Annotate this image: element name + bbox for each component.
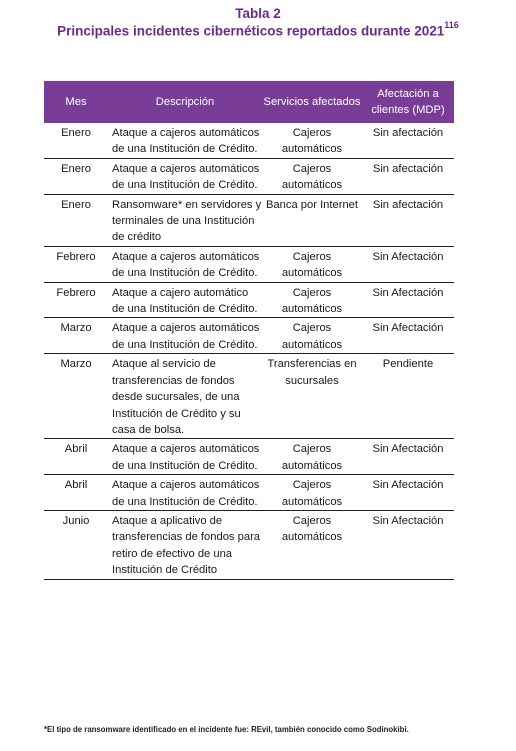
header-mes: Mes <box>44 81 108 123</box>
table-row <box>44 194 454 246</box>
cell-descripcion: Ataque a aplicativo de transferencias de fondos para retiro de efectivo de una Institución de Crédito <box>108 510 262 579</box>
cell-afectacion: Sin Afectación <box>362 318 454 354</box>
cell-descripcion: Ataque a cajeros automáticos de una Institución de Crédito. <box>108 158 262 194</box>
cell-afectacion: Sin Afectación <box>362 282 454 318</box>
table-title: Tabla 2 <box>235 6 281 21</box>
cell-mes: Abril <box>44 475 108 511</box>
cell-servicios: Cajeros automáticos <box>262 158 362 194</box>
cell-afectacion: Sin Afectación <box>362 475 454 511</box>
cell-afectacion: Sin Afectación <box>362 246 454 282</box>
cell-afectacion: Sin afectación <box>362 194 454 246</box>
table-row <box>44 510 454 579</box>
cell-servicios: Cajeros automáticos <box>262 123 362 158</box>
cell-afectacion: Sin afectación <box>362 123 454 158</box>
table-row <box>44 439 454 475</box>
cell-servicios: Cajeros automáticos <box>262 475 362 511</box>
cell-mes: Enero <box>44 158 108 194</box>
cell-servicios: Transferencias en sucursales <box>262 354 362 439</box>
cell-descripcion: Ataque a cajeros automáticos de una Institución de Crédito. <box>108 475 262 511</box>
table-row <box>44 158 454 194</box>
cell-descripcion: Ransomware* en servidores y terminales de una Institución de crédito <box>108 194 262 246</box>
cell-mes: Enero <box>44 194 108 246</box>
cell-afectacion: Sin afectación <box>362 158 454 194</box>
cell-mes: Marzo <box>44 318 108 354</box>
table-row <box>44 123 454 158</box>
cell-mes: Enero <box>44 123 108 158</box>
cell-mes: Febrero <box>44 282 108 318</box>
cell-descripcion: Ataque a cajeros automáticos de una Institución de Crédito. <box>108 246 262 282</box>
table-row <box>44 282 454 318</box>
table-row <box>44 318 454 354</box>
cell-servicios: Cajeros automáticos <box>262 318 362 354</box>
cell-afectacion: Sin Afectación <box>362 439 454 475</box>
cell-servicios: Cajeros automáticos <box>262 439 362 475</box>
subtitle-text: Principales incidentes cibernéticos reportados durante 2021 <box>57 23 445 39</box>
cell-descripcion: Ataque al servicio de transferencias de fondos desde sucursales, de una Institución de Crédito y su casa de bolsa. <box>108 354 262 439</box>
table-row <box>44 246 454 282</box>
footnote: *El tipo de ransomware identificado en el incidente fue: REvil, también conocido como Sodinokibi. <box>44 725 409 734</box>
cell-mes: Abril <box>44 439 108 475</box>
cell-afectacion: Sin Afectación <box>362 510 454 579</box>
incidents-table <box>44 81 454 580</box>
table-row <box>44 475 454 511</box>
table-subtitle <box>0 22 516 39</box>
header-afectacion: Afectación a clientes (MDP) <box>362 81 454 123</box>
cell-descripcion: Ataque a cajeros automáticos de una Institución de Crédito. <box>108 123 262 158</box>
header-descripcion: Descripción <box>108 81 262 123</box>
cell-servicios: Cajeros automáticos <box>262 282 362 318</box>
cell-servicios: Cajeros automáticos <box>262 510 362 579</box>
cell-descripcion: Ataque a cajero automático de una Institución de Crédito. <box>108 282 262 318</box>
table-header-row <box>44 81 454 123</box>
cell-descripcion: Ataque a cajeros automáticos de una Institución de Crédito. <box>108 318 262 354</box>
cell-servicios: Banca por Internet <box>262 194 362 246</box>
cell-mes: Marzo <box>44 354 108 439</box>
header-servicios: Servicios afectados <box>262 81 362 123</box>
cell-mes: Junio <box>44 510 108 579</box>
table-row <box>44 354 454 439</box>
cell-mes: Febrero <box>44 246 108 282</box>
footnote-ref: 116 <box>444 20 459 30</box>
cell-afectacion: Pendiente <box>362 354 454 439</box>
cell-descripcion: Ataque a cajeros automáticos de una Institución de Crédito. <box>108 439 262 475</box>
cell-servicios: Cajeros automáticos <box>262 246 362 282</box>
